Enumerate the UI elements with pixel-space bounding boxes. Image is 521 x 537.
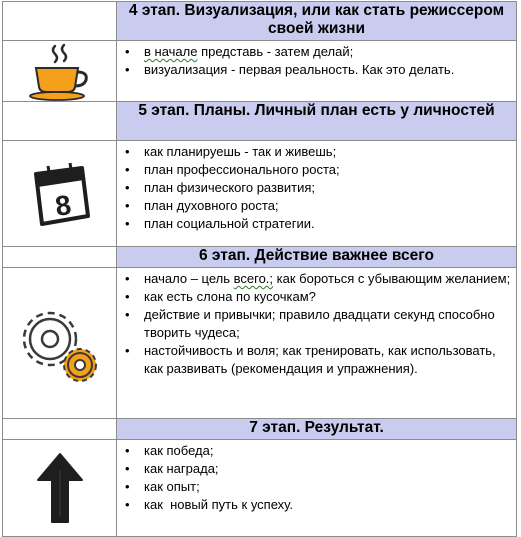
stage-4-bullet-list	[117, 41, 516, 79]
stage-5-header-row	[3, 102, 517, 141]
stage-5-icon-cell	[3, 141, 117, 247]
arrow-up-icon	[3, 440, 116, 536]
stage-7-icon-header-cell	[3, 419, 117, 440]
list-item: • в начале представь - затем делай;	[123, 43, 512, 61]
stage-4-content-row	[3, 41, 517, 102]
gears-icon	[3, 268, 116, 418]
stage-7-content-row	[3, 440, 517, 537]
list-item: • как планируешь - так и живешь;	[123, 143, 512, 161]
stage-7-content	[117, 440, 517, 537]
stage-6-icon-header-cell	[3, 247, 117, 268]
list-item: • как награда;	[123, 460, 512, 478]
stage-4-content	[117, 41, 517, 102]
stage-5-content-row	[3, 141, 517, 247]
list-item: • план профессионального роста;	[123, 161, 512, 179]
stage-5-content	[117, 141, 517, 247]
list-item: • визуализация - первая реальность. Как это делать.	[123, 61, 512, 79]
calendar-number: 8	[52, 188, 73, 222]
stage-6-header-row	[3, 247, 517, 268]
list-item: • как опыт;	[123, 478, 512, 496]
stages-table	[2, 1, 517, 537]
list-item: • план социальной стратегии.	[123, 215, 512, 233]
stage-6-bullet-list	[117, 268, 516, 378]
stage-4-icon-header-cell	[3, 2, 117, 41]
coffee-cup-icon	[3, 41, 116, 101]
list-item: • как победа;	[123, 442, 512, 460]
stage-6-content-row	[3, 268, 517, 419]
stage-7-bullet-list	[117, 440, 516, 514]
list-item: • начало – цель всего.; как бороться с убывающим желанием;	[123, 270, 512, 288]
stage-5-title: 5 этап. Планы. Личный план есть у личностей	[117, 102, 517, 141]
stage-4-title: 4 этап. Визуализация, или как стать режиссером своей жизни	[117, 2, 517, 41]
stage-5-icon-header-cell	[3, 102, 117, 141]
stage-6-title: 6 этап. Действие важнее всего	[117, 247, 517, 268]
list-item: • настойчивость и воля; как тренировать, как использовать, как развивать (рекомендация и упражнения).	[123, 342, 512, 378]
list-item: • план физического развития;	[123, 179, 512, 197]
list-item: • действие и привычки; правило двадцати секунд способно творить чудеса;	[123, 306, 512, 342]
list-item: • как новый путь к успеху.	[123, 496, 512, 514]
list-item: • как есть слона по кусочкам?	[123, 288, 512, 306]
stage-7-icon-cell	[3, 440, 117, 537]
stage-6-icon-cell	[3, 268, 117, 419]
stage-7-header-row	[3, 419, 517, 440]
stage-6-content	[117, 268, 517, 419]
stage-5-bullet-list	[117, 141, 516, 233]
list-item: • план духовного роста;	[123, 197, 512, 215]
stage-7-title: 7 этап. Результат.	[117, 419, 517, 440]
stage-4-header-row	[3, 2, 517, 41]
stage-4-icon-cell	[3, 41, 117, 102]
calendar-icon	[3, 141, 116, 246]
